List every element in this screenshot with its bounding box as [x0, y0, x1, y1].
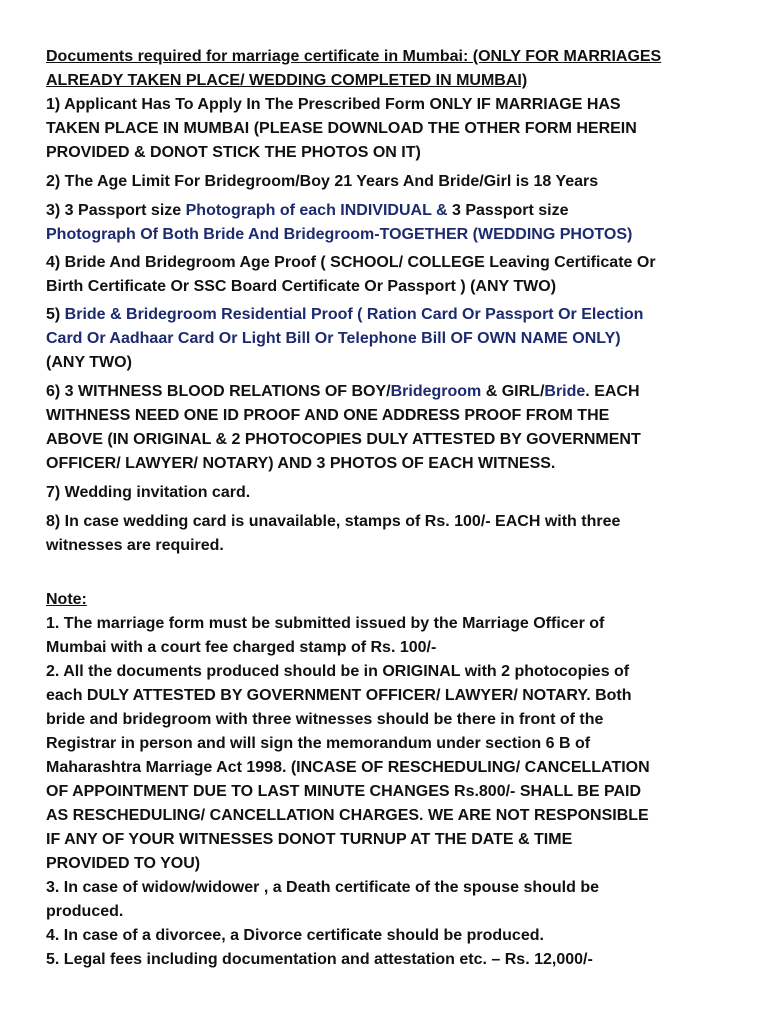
item-line: OFFICER/ LAWYER/ NOTARY) AND 3 PHOTOS OF EACH WITNESS. — [46, 455, 556, 472]
note-section — [46, 588, 746, 972]
requirement-item-7 — [46, 481, 746, 505]
note-line: Mumbai with a court fee charged stamp of Rs. 100/- — [46, 639, 437, 656]
item-line-blue: Photograph Of Both Bride And Bridegroom-TOGETHER (WEDDING PHOTOS) — [46, 226, 633, 243]
item-text-blue: Bride — [544, 383, 586, 400]
item-text-blue: Bride & Bridegroom Residential Proof ( Ration Card Or Passport Or Election — [64, 306, 644, 323]
item-line: (ANY TWO) — [46, 354, 132, 371]
item-text: 3) 3 Passport size — [46, 202, 186, 219]
item-line: 8) In case wedding card is unavailable, stamps of Rs. 100/- EACH with three — [46, 513, 621, 530]
item-line: WITHNESS NEED ONE ID PROOF AND ONE ADDRESS PROOF FROM THE — [46, 407, 610, 424]
note-line: IF ANY OF YOUR WITNESSES DONOT TURNUP AT THE DATE & TIME — [46, 831, 573, 848]
item-line: witnesses are required. — [46, 537, 224, 554]
note-line: PROVIDED TO YOU) — [46, 855, 201, 872]
requirement-item-3 — [46, 199, 746, 247]
item-text: 5) — [46, 306, 65, 323]
item-line: 1) Applicant Has To Apply In The Prescribed Form ONLY IF MARRIAGE HAS — [46, 96, 621, 113]
note-line: AS RESCHEDULING/ CANCELLATION CHARGES. WE ARE NOT RESPONSIBLE — [46, 807, 649, 824]
requirement-item-8 — [46, 510, 746, 558]
item-line — [46, 199, 746, 223]
note-line: bride and bridegroom with three witnesses should be there in front of the — [46, 711, 604, 728]
note-line: 2. All the documents produced should be in ORIGINAL with 2 photocopies of — [46, 663, 630, 680]
item-line-blue: Card Or Aadhaar Card Or Light Bill Or Telephone Bill OF OWN NAME ONLY) — [46, 330, 621, 347]
requirement-item-1 — [46, 93, 746, 165]
item-text-blue: Photograph of each INDIVIDUAL & — [185, 202, 453, 219]
note-line: each DULY ATTESTED BY GOVERNMENT OFFICER/ LAWYER/ NOTARY. Both — [46, 687, 632, 704]
document-page — [46, 45, 746, 972]
item-line: 2) The Age Limit For Bridegroom/Boy 21 Years And Bride/Girl is 18 Years — [46, 173, 599, 190]
note-title: Note: — [46, 591, 87, 608]
item-text: 6) 3 WITHNESS BLOOD RELATIONS OF BOY/ — [46, 383, 391, 400]
item-text-blue: Bridegroom — [390, 383, 482, 400]
note-line: 1. The marriage form must be submitted issued by the Marriage Officer of — [46, 615, 605, 632]
note-line: Registrar in person and will sign the memorandum under section 6 B of — [46, 735, 591, 752]
requirement-item-6 — [46, 380, 746, 476]
requirement-item-2 — [46, 170, 746, 194]
requirement-item-4 — [46, 251, 746, 299]
note-line: OF APPOINTMENT DUE TO LAST MINUTE CHANGES Rs.800/- SHALL BE PAID — [46, 783, 642, 800]
document-heading — [46, 45, 746, 93]
heading-line: ALREADY TAKEN PLACE/ WEDDING COMPLETED IN MUMBAI) — [46, 72, 528, 89]
item-line: TAKEN PLACE IN MUMBAI (PLEASE DOWNLOAD THE OTHER FORM HEREIN — [46, 120, 637, 137]
heading-line: Documents required for marriage certificate in Mumbai: (ONLY FOR MARRIAGES — [46, 48, 662, 65]
note-line: produced. — [46, 903, 124, 920]
item-line: ABOVE (IN ORIGINAL & 2 PHOTOCOPIES DULY ATTESTED BY GOVERNMENT — [46, 431, 641, 448]
item-text: & GIRL/ — [481, 383, 545, 400]
note-line: 3. In case of widow/widower , a Death certificate of the spouse should be — [46, 879, 599, 896]
item-line: PROVIDED & DONOT STICK THE PHOTOS ON IT) — [46, 144, 421, 161]
note-line: 4. In case of a divorcee, a Divorce certificate should be produced. — [46, 927, 544, 944]
item-line: 4) Bride And Bridegroom Age Proof ( SCHOOL/ COLLEGE Leaving Certificate Or — [46, 254, 656, 271]
item-text: . EACH — [585, 383, 640, 400]
item-text: 3 Passport size — [452, 202, 569, 219]
note-line: 5. Legal fees including documentation and attestation etc. – Rs. 12,000/- — [46, 951, 593, 968]
spacer — [46, 558, 746, 588]
item-line — [46, 303, 746, 327]
item-line — [46, 380, 746, 404]
note-line: Maharashtra Marriage Act 1998. (INCASE OF RESCHEDULING/ CANCELLATION — [46, 759, 650, 776]
item-line: Birth Certificate Or SSC Board Certificate Or Passport ) (ANY TWO) — [46, 278, 557, 295]
item-line: 7) Wedding invitation card. — [46, 484, 251, 501]
requirement-item-5 — [46, 303, 746, 375]
